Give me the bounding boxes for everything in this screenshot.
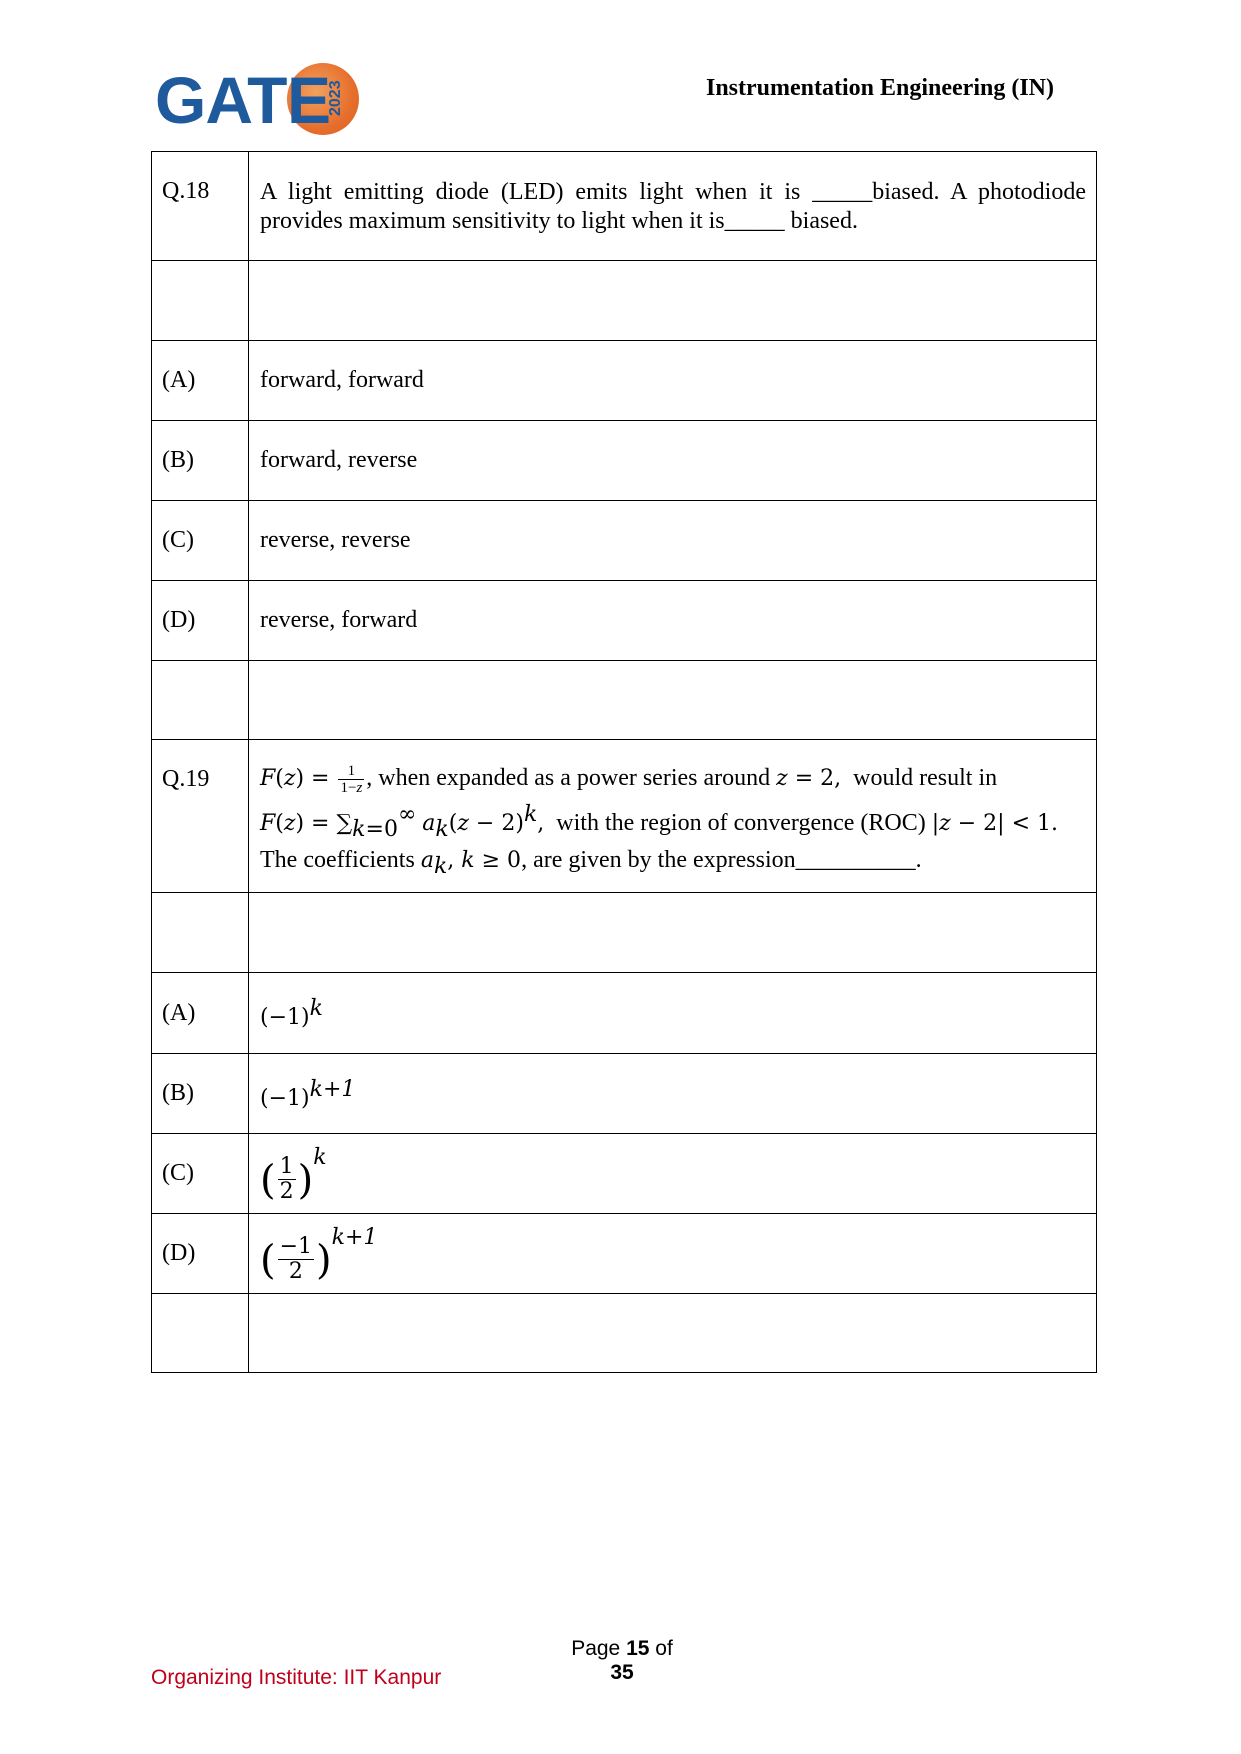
option-label: (C) — [152, 1134, 249, 1214]
question-text: F(z) = $\frac{1}{1-z}$ , when expanded as a power series around z = 2, would result in $F(z) = \sum_{k=0}^\infty$ $a_k(z - 2)^k$, with the region of convergence (ROC) |z − 2| < 1. The coefficients $a_k$, k ≥ 0, are given by the expression__________. — [249, 740, 1097, 893]
option-math: ( $\frac{1}{2}$ )$^k$ — [249, 1134, 1097, 1214]
option-math: ( $\frac{-1}{2}$ )$^{k+1}$ — [249, 1214, 1097, 1294]
page-number: Page 15 of 35 — [571, 1637, 673, 1684]
logo-letter-e: E — [287, 63, 332, 137]
spacer-row — [152, 261, 1097, 341]
paper-title: Instrumentation Engineering (IN) — [705, 75, 1054, 101]
option-math: $(-1)^{k+1}$ — [249, 1054, 1097, 1134]
question-row — [152, 152, 1097, 261]
spacer-row — [152, 893, 1097, 973]
logo-year: 2023 — [327, 80, 344, 116]
option-row — [152, 341, 1097, 421]
option-math: $(-1)^k$ — [249, 973, 1097, 1054]
question-table — [151, 151, 1097, 1373]
gate-2023-logo — [155, 60, 370, 140]
logo-text: GAT — [155, 63, 287, 137]
option-text: forward, forward — [249, 341, 1097, 421]
option-row — [152, 1134, 1097, 1214]
option-label: (B) — [152, 421, 249, 501]
option-row — [152, 501, 1097, 581]
option-row — [152, 1214, 1097, 1294]
option-label: (A) — [152, 973, 249, 1054]
option-row — [152, 1054, 1097, 1134]
spacer-row — [152, 1294, 1097, 1373]
option-row — [152, 581, 1097, 661]
option-text: reverse, forward — [249, 581, 1097, 661]
spacer-row — [152, 661, 1097, 740]
option-label: (A) — [152, 341, 249, 421]
question-text: A light emitting diode (LED) emits light when it is _____biased. A photodiode provides maximum sensitivity to light when it is_____ biased. — [249, 152, 1097, 261]
option-text: forward, reverse — [249, 421, 1097, 501]
option-row — [152, 421, 1097, 501]
option-text: reverse, reverse — [249, 501, 1097, 581]
option-label: (D) — [152, 1214, 249, 1294]
option-label: (B) — [152, 1054, 249, 1134]
question-number: Q.18 — [152, 152, 249, 261]
organizing-institute: Organizing Institute: IIT Kanpur — [151, 1666, 442, 1689]
question-number: Q.19 — [152, 740, 249, 893]
option-row — [152, 973, 1097, 1054]
option-label: (D) — [152, 581, 249, 661]
option-label: (C) — [152, 501, 249, 581]
question-row — [152, 740, 1097, 893]
